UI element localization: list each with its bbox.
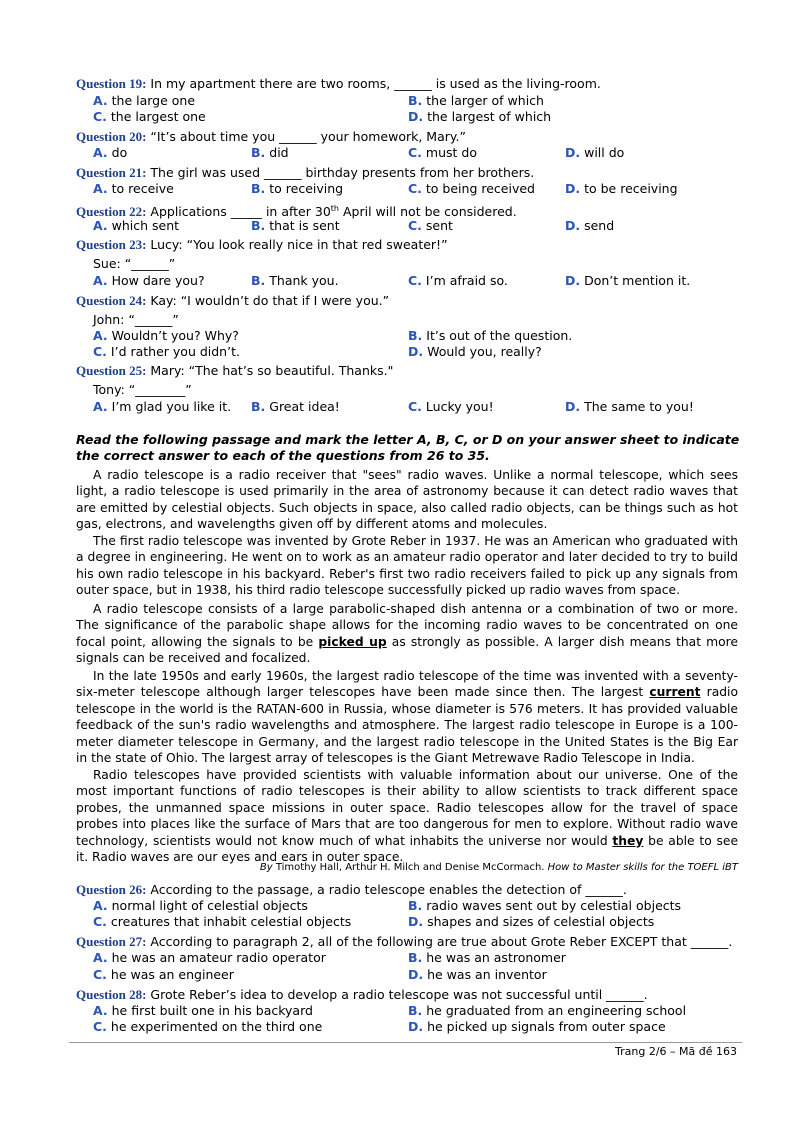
dialogue-line: Sue: “______” [93, 256, 176, 271]
option-c[interactable]: C. he experimented on the third one [93, 1019, 323, 1034]
option-a[interactable]: A. which sent [93, 218, 180, 233]
passage-paragraph-1: A radio telescope is a radio receiver that "sees" radio waves. Unlike a normal telescope, which sees light, a radio telescope is used primarily in the area of astronomy because it can detect radio waves that are emitted by celestial objects. Such objects in space, also called radio objects, can be things such as hot gas, electrons, and wavelengths given off by different atoms and molecules. [76, 468, 738, 532]
option-d[interactable]: D. shapes and sizes of celestial objects [408, 914, 655, 929]
option-d[interactable]: D. send [565, 218, 615, 233]
option-a[interactable]: A. Wouldn’t you? Why? [93, 328, 239, 343]
dialogue-line: John: “______” [93, 312, 179, 327]
question-20: Question 20: “It’s about time you ______ your homework, Mary.” [76, 129, 466, 144]
option-a[interactable]: A. normal light of celestial objects [93, 898, 308, 913]
passage-paragraph-4: In the late 1950s and early 1960s, the largest radio telescope of the time was invented with a seventy-six-meter telescope although larger telescopes have been made since then. The largest current radio telescope in the world is the RATAN-600 in Russia, whose diameter is 576 meters. It has provided valuable feedback of the sun's radio wavelengths and atmosphere. The largest radio telescope in Europe is a 100-meter diameter telescope in Germany, and the largest radio telescope in the United States is the Big Ear in the state of Ohio. The largest array of telescopes is the Giant Metrewave Radio Telescope in India. [76, 669, 739, 766]
option-b[interactable]: B. that is sent [251, 218, 340, 233]
option-c[interactable]: C. to being received [408, 181, 535, 196]
question-26: Question 26: According to the passage, a radio telescope enables the detection of ______. [76, 882, 627, 897]
option-c[interactable]: C. creatures that inhabit celestial objects [93, 914, 352, 929]
underlined-word: they [612, 833, 644, 848]
option-c[interactable]: C. must do [408, 145, 477, 160]
dialogue-line: Tony: “________” [93, 382, 192, 397]
option-a[interactable]: A. he first built one in his backyard [93, 1003, 313, 1018]
page-footer: Trang 2/6 – Mã đề 163 [615, 1045, 737, 1058]
option-b[interactable]: B. radio waves sent out by celestial objects [408, 898, 682, 913]
option-a[interactable]: A. to receive [93, 181, 174, 196]
option-b[interactable]: B. It’s out of the question. [408, 328, 573, 343]
passage-paragraph-5: Radio telescopes have provided scientists with valuable information about our universe. One of the most important functions of radio telescopes is their ability to allow scientists to track different space probes, the unmanned space missions in outer space. Radio telescopes allow for the travel of space probes into places like the surface of Mars that are too dangerous for men to explore. Without radio wave technology, scientists would not know much of what inhabits the universe nor would they be able to see it. Radio waves are our eyes and ears in outer space. [76, 768, 739, 865]
question-19 [76, 76, 601, 92]
citation: By Timothy Hall, Arthur H. Milch and Denise McCormach. How to Master skills for the TOEFL iBT [259, 862, 738, 873]
reading-instruction: Read the following passage and mark the letter A, B, C, or D on your answer sheet to indicate the correct answer to each of the questions from 26 to 35. [76, 432, 740, 463]
question-24: Question 24: Kay: “I wouldn’t do that if I were you.” [76, 293, 390, 308]
option-a[interactable]: A. the large one [93, 93, 196, 108]
option-d[interactable]: D. the largest of which [408, 109, 552, 124]
option-b[interactable]: B. to receiving [251, 181, 344, 196]
option-c[interactable]: C. he was an engineer [93, 967, 234, 982]
question-23: Question 23: Lucy: “You look really nice in that red sweater!” [76, 237, 448, 252]
option-b[interactable]: B. Thank you. [251, 273, 339, 288]
option-a[interactable]: A. he was an amateur radio operator [93, 950, 326, 965]
option-c[interactable]: C. Lucky you! [408, 399, 494, 414]
option-c[interactable]: C. the largest one [93, 109, 206, 124]
option-c[interactable]: C. sent [408, 218, 453, 233]
question-22: Question 22: Applications _____ in after 30th April will not be considered. [76, 204, 517, 220]
passage-paragraph-3: A radio telescope consists of a large parabolic-shaped dish antenna or a combination of two or more. The significance of the parabolic shape allows for the incoming radio waves to be concentrated on one focal point, allowing the signals to be picked up as strongly as possible. A larger dish means that more signals can be received and focalized. [76, 602, 739, 666]
option-d[interactable]: D. he was an inventor [408, 967, 547, 982]
option-b[interactable]: B. the larger of which [408, 93, 544, 108]
option-d[interactable]: D. Would you, really? [408, 344, 542, 359]
option-a[interactable]: A. How dare you? [93, 273, 205, 288]
option-c[interactable]: C. I’d rather you didn’t. [93, 344, 240, 359]
passage-paragraph-2: The first radio telescope was invented by Grote Reber in 1937. He was an American who graduated with a degree in engineering. He went on to work as an amateur radio operator and later decided to try to build his own radio telescope in his backyard. Reber's first two radio receivers failed to pick up any signals from outer space, but in 1938, his third radio telescope successfully picked up radio waves from space. [76, 534, 738, 598]
underlined-word: picked up [318, 634, 387, 649]
question-label: Question 19: [76, 76, 147, 91]
question-21: Question 21: The girl was used ______ birthday presents from her brothers. [76, 165, 535, 180]
option-d[interactable]: D. to be receiving [565, 181, 678, 196]
option-a[interactable]: A. do [93, 145, 128, 160]
option-d[interactable]: D. The same to you! [565, 399, 694, 414]
underlined-word: current [649, 685, 701, 700]
footer-divider [69, 1042, 742, 1043]
question-28: Question 28: Grote Reber’s idea to develop a radio telescope was not successful until ______. [76, 987, 648, 1002]
question-25: Question 25: Mary: “The hat’s so beautiful. Thanks." [76, 363, 394, 378]
option-d[interactable]: D. Don’t mention it. [565, 273, 691, 288]
option-a[interactable]: A. I’m glad you like it. [93, 399, 232, 414]
option-b[interactable]: B. he was an astronomer [408, 950, 566, 965]
option-b[interactable]: B. Great idea! [251, 399, 340, 414]
option-b[interactable]: B. did [251, 145, 289, 160]
option-c[interactable]: C. I’m afraid so. [408, 273, 508, 288]
option-d[interactable]: D. will do [565, 145, 625, 160]
option-d[interactable]: D. he picked up signals from outer space [408, 1019, 666, 1034]
option-b[interactable]: B. he graduated from an engineering school [408, 1003, 687, 1018]
question-27: Question 27: According to paragraph 2, all of the following are true about Grote Reber EXCEPT that ______. [76, 934, 733, 949]
question-text: In my apartment there are two rooms, ______ is used as the living-room. [146, 76, 601, 91]
